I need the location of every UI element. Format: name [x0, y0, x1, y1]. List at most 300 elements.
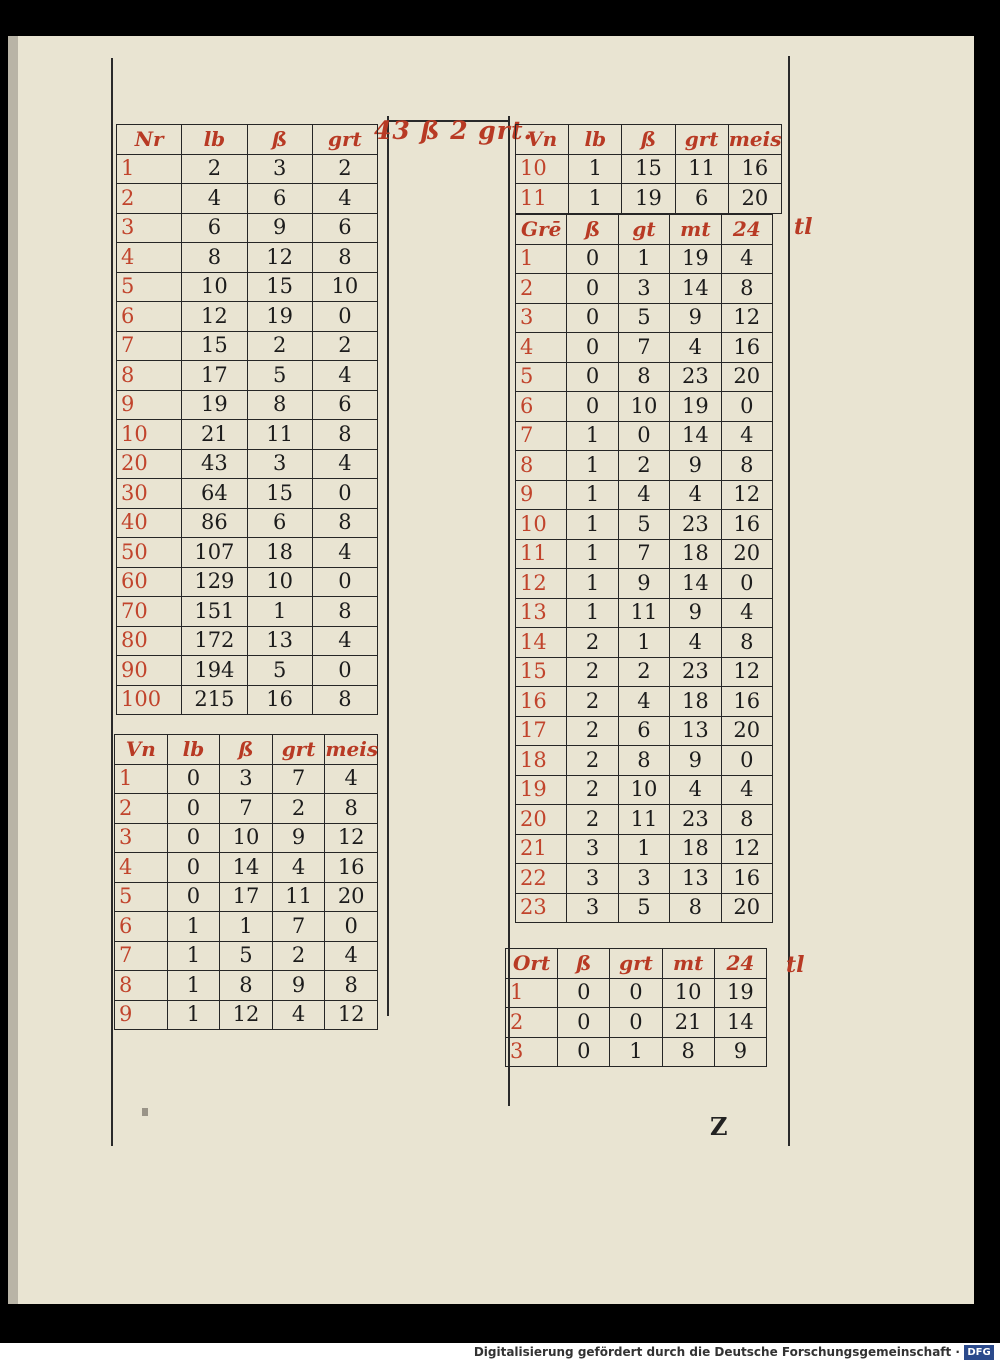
table-cell: 19 [516, 775, 567, 805]
table-cell: 0 [567, 392, 618, 422]
table-cell: 19 [670, 392, 721, 422]
column-header: Grē [516, 215, 567, 245]
table-cell: 2 [117, 184, 182, 214]
table-cell: 30 [117, 479, 182, 509]
table-cell: 4 [182, 184, 247, 214]
table-row [115, 1000, 378, 1030]
table-cell: 0 [312, 302, 377, 332]
table-cell: 1 [167, 912, 220, 942]
table-cell: 0 [721, 392, 772, 422]
table-cell: 0 [312, 567, 377, 597]
table-cell: 3 [117, 213, 182, 243]
table-row [117, 154, 378, 184]
table-cell: 1 [506, 978, 558, 1008]
table-cell: 215 [182, 685, 247, 715]
table-cell: 3 [618, 864, 669, 894]
table-cell: 13 [670, 716, 721, 746]
table-row [516, 657, 773, 687]
table-cell: 18 [516, 746, 567, 776]
table-cell: 4 [721, 421, 772, 451]
table-cell: 5 [618, 510, 669, 540]
table-cell: 6 [115, 912, 168, 942]
table-cell: 20 [721, 716, 772, 746]
table-cell: 80 [117, 626, 182, 656]
table-cell: 43 [182, 449, 247, 479]
table-cell: 4 [670, 480, 721, 510]
dfg-logo: DFG [964, 1345, 994, 1360]
column-header: 24 [721, 215, 772, 245]
table-row [516, 893, 773, 923]
table-cell: 8 [721, 628, 772, 658]
left-frame-rule [111, 58, 113, 1146]
table-cell: 6 [516, 392, 567, 422]
column-header: Nr [117, 125, 182, 155]
table-row [506, 1037, 767, 1067]
table-cell: 18 [670, 539, 721, 569]
table-row [117, 272, 378, 302]
column-header: ß [220, 735, 273, 765]
book-page [8, 36, 974, 1304]
table-cell: 6 [247, 508, 312, 538]
table-cell: 23 [516, 893, 567, 923]
column-header: 24 [714, 949, 766, 979]
table-cell: 8 [247, 390, 312, 420]
table-cell: 6 [117, 302, 182, 332]
table-cell: 10 [220, 823, 273, 853]
table-row [516, 303, 773, 333]
table-cell: 12 [721, 303, 772, 333]
table-grains [515, 214, 773, 923]
table-cell: 2 [618, 451, 669, 481]
table-cell: 1 [167, 941, 220, 971]
table-cell: 8 [516, 451, 567, 481]
table-cell: 9 [670, 451, 721, 481]
table-cell: 9 [272, 823, 325, 853]
column-header: Ort [506, 949, 558, 979]
table-cell: 9 [272, 971, 325, 1001]
table-cell: 4 [312, 538, 377, 568]
table-row [516, 392, 773, 422]
table-cell: 14 [516, 628, 567, 658]
table-cell: 10 [516, 510, 567, 540]
table-cell: 4 [618, 687, 669, 717]
column-header: grt [675, 125, 728, 155]
column-header: Vn [115, 735, 168, 765]
table-cell: 194 [182, 656, 247, 686]
table-cell: 0 [558, 978, 610, 1008]
table-cell: 20 [117, 449, 182, 479]
table-header-row [516, 125, 782, 155]
table-cell: 2 [567, 805, 618, 835]
table-cell: 3 [247, 154, 312, 184]
table-cell: 7 [220, 794, 273, 824]
table-cell: 3 [516, 303, 567, 333]
table-cell: 0 [610, 1008, 662, 1038]
table-cell: 20 [721, 362, 772, 392]
table-row [516, 421, 773, 451]
signature-mark: Z [710, 1112, 728, 1141]
table-row [516, 244, 773, 274]
table-row [117, 361, 378, 391]
table-cell: 8 [312, 243, 377, 273]
table-cell: 9 [670, 746, 721, 776]
table-row [117, 184, 378, 214]
table-cell: 86 [182, 508, 247, 538]
table-cell: 9 [714, 1037, 766, 1067]
table-row [115, 764, 378, 794]
table-cell: 4 [325, 941, 378, 971]
table-cell: 2 [272, 794, 325, 824]
table-cell: 16 [728, 154, 781, 184]
column-header: lb [569, 125, 622, 155]
table-row [115, 794, 378, 824]
table-row [516, 569, 773, 599]
table-cell: 12 [220, 1000, 273, 1030]
table-row [115, 941, 378, 971]
table-cell: 16 [721, 687, 772, 717]
table-cell: 19 [670, 244, 721, 274]
table-cell: 2 [618, 657, 669, 687]
table-ounces-cont [515, 124, 782, 214]
table-row [115, 912, 378, 942]
table-cell: 1 [610, 1037, 662, 1067]
table-cell: 10 [618, 392, 669, 422]
table-row [516, 510, 773, 540]
table-cell: 16 [721, 510, 772, 540]
table-cell: 4 [117, 243, 182, 273]
table-cell: 90 [117, 656, 182, 686]
table-cell: 10 [247, 567, 312, 597]
table-cell: 20 [728, 184, 781, 214]
table-cell: 10 [662, 978, 714, 1008]
table-row [117, 597, 378, 627]
table-row [516, 451, 773, 481]
table-cell: 3 [220, 764, 273, 794]
table-cell: 8 [312, 597, 377, 627]
table-cell: 5 [618, 893, 669, 923]
column-header: mt [662, 949, 714, 979]
table-cell: 4 [115, 853, 168, 883]
table-cell: 14 [670, 569, 721, 599]
table-cell: 17 [220, 882, 273, 912]
table-cell: 0 [167, 764, 220, 794]
column-header: meis [728, 125, 781, 155]
table-cell: 10 [182, 272, 247, 302]
table-cell: 12 [721, 834, 772, 864]
table-cell: 21 [662, 1008, 714, 1038]
table-row [117, 479, 378, 509]
table-cell: 1 [567, 539, 618, 569]
table-row [516, 834, 773, 864]
table-cell: 1 [567, 569, 618, 599]
table-cell: 6 [182, 213, 247, 243]
table-cell: 0 [167, 882, 220, 912]
table-row [516, 154, 782, 184]
table-cell: 3 [506, 1037, 558, 1067]
table-cell: 2 [567, 746, 618, 776]
table-cell: 12 [516, 569, 567, 599]
table-row [516, 746, 773, 776]
table-cell: 3 [618, 274, 669, 304]
table-cell: 10 [117, 420, 182, 450]
table-cell: 1 [167, 971, 220, 1001]
column-header: mt [670, 215, 721, 245]
table-cell: 17 [182, 361, 247, 391]
table-cell: 14 [670, 274, 721, 304]
table-cell: 1 [117, 154, 182, 184]
table-cell: 0 [567, 303, 618, 333]
table-row [117, 243, 378, 273]
table-cell: 6 [312, 390, 377, 420]
table-cell: 2 [312, 154, 377, 184]
table-cell: 3 [567, 834, 618, 864]
table-row [516, 628, 773, 658]
table-header-row [506, 949, 767, 979]
table-header-row [115, 735, 378, 765]
table-cell: 19 [714, 978, 766, 1008]
table-row [516, 864, 773, 894]
table-cell: 2 [182, 154, 247, 184]
table-cell: 3 [247, 449, 312, 479]
table-cell: 10 [618, 775, 669, 805]
table-cell: 2 [567, 687, 618, 717]
table-cell: 15 [247, 272, 312, 302]
table-cell: 2 [516, 274, 567, 304]
table-cell: 16 [247, 685, 312, 715]
table-cell: 70 [117, 597, 182, 627]
table-row [516, 333, 773, 363]
table-cell: 8 [220, 971, 273, 1001]
table-cell: 4 [670, 628, 721, 658]
table-cell: 8 [182, 243, 247, 273]
table-cell: 13 [516, 598, 567, 628]
table-cell: 8 [721, 274, 772, 304]
table-cell: 4 [618, 480, 669, 510]
table-cell: 9 [618, 569, 669, 599]
table-cell: 8 [721, 805, 772, 835]
table-cell: 9 [516, 480, 567, 510]
table-cell: 64 [182, 479, 247, 509]
table-row [516, 480, 773, 510]
table-cell: 0 [167, 853, 220, 883]
footer-bar [0, 1343, 1000, 1364]
table-cell: 8 [325, 971, 378, 1001]
table-ort [505, 948, 767, 1067]
table-cell: 2 [567, 716, 618, 746]
table-cell: 11 [618, 805, 669, 835]
table-cell: 9 [670, 303, 721, 333]
table-cell: 8 [325, 794, 378, 824]
table-cell: 5 [117, 272, 182, 302]
table-row [117, 685, 378, 715]
table-cell: 2 [247, 331, 312, 361]
table-cell: 5 [618, 303, 669, 333]
table-cell: 2 [567, 775, 618, 805]
table-row [117, 390, 378, 420]
table-cell: 0 [618, 421, 669, 451]
table-cell: 11 [618, 598, 669, 628]
table-cell: 1 [618, 628, 669, 658]
table-cell: 20 [721, 893, 772, 923]
table-cell: 11 [516, 539, 567, 569]
table-cell: 7 [272, 912, 325, 942]
table-cell: 8 [117, 361, 182, 391]
ink-mark [142, 1108, 148, 1116]
table-row [117, 567, 378, 597]
table-row [115, 853, 378, 883]
table-cell: 172 [182, 626, 247, 656]
table-cell: 4 [325, 764, 378, 794]
table-cell: 19 [622, 184, 675, 214]
table-cell: 0 [558, 1008, 610, 1038]
table-row [115, 971, 378, 1001]
table-cell: 0 [312, 656, 377, 686]
table-cell: 129 [182, 567, 247, 597]
table-row [117, 302, 378, 332]
table-cell: 60 [117, 567, 182, 597]
column-header: grt [272, 735, 325, 765]
table-cell: 2 [506, 1008, 558, 1038]
table-row [117, 449, 378, 479]
column-header: meis [325, 735, 378, 765]
table-cell: 1 [247, 597, 312, 627]
table-cell: 9 [670, 598, 721, 628]
table-cell: 151 [182, 597, 247, 627]
table-cell: 8 [721, 451, 772, 481]
table-cell: 4 [721, 244, 772, 274]
table-cell: 12 [247, 243, 312, 273]
table-cell: 23 [670, 805, 721, 835]
table-cell: 4 [272, 853, 325, 883]
footer-credit: Digitalisierung gefördert durch die Deutsche Forschungsgemeinschaft · [473, 1345, 960, 1359]
table-cell: 2 [115, 794, 168, 824]
table-cell: 1 [567, 510, 618, 540]
table-cell: 1 [569, 154, 622, 184]
table-row [117, 538, 378, 568]
table-cell: 7 [272, 764, 325, 794]
table-row [516, 184, 782, 214]
table-cell: 13 [247, 626, 312, 656]
table-cell: 13 [670, 864, 721, 894]
center-left-rule [387, 116, 389, 1016]
table-header-row [117, 125, 378, 155]
table-cell: 100 [117, 685, 182, 715]
table-row [117, 331, 378, 361]
table-row [117, 626, 378, 656]
table-cell: 4 [670, 775, 721, 805]
table-row [516, 274, 773, 304]
table-cell: 7 [117, 331, 182, 361]
table-cell: 2 [272, 941, 325, 971]
table-header-row [516, 215, 773, 245]
table-cell: 1 [618, 834, 669, 864]
table-row [516, 716, 773, 746]
table-cell: 17 [516, 716, 567, 746]
right-frame-rule [788, 56, 790, 1146]
table-cell: 2 [312, 331, 377, 361]
column-header: lb [167, 735, 220, 765]
table-row [115, 823, 378, 853]
table-cell: 8 [618, 362, 669, 392]
table-cell: 2 [567, 657, 618, 687]
table-cell: 16 [516, 687, 567, 717]
table-cell: 6 [675, 184, 728, 214]
table-cell: 3 [567, 893, 618, 923]
table-cell: 10 [516, 154, 569, 184]
table-cell: 7 [516, 421, 567, 451]
table-cell: 3 [567, 864, 618, 894]
table-ounces [114, 734, 378, 1030]
table-row [117, 420, 378, 450]
table-cell: 11 [516, 184, 569, 214]
table-cell: 0 [721, 569, 772, 599]
table-cell: 12 [721, 657, 772, 687]
table-cell: 14 [220, 853, 273, 883]
table-cell: 1 [115, 764, 168, 794]
column-header: ß [567, 215, 618, 245]
table-cell: 8 [662, 1037, 714, 1067]
table-cell: 5 [115, 882, 168, 912]
table-cell: 0 [567, 362, 618, 392]
table-cell: 12 [325, 1000, 378, 1030]
table-cell: 7 [618, 333, 669, 363]
table-row [516, 598, 773, 628]
table-row [516, 775, 773, 805]
table-cell: 5 [516, 362, 567, 392]
table-cell: 12 [325, 823, 378, 853]
table-cell: 9 [115, 1000, 168, 1030]
table-cell: 16 [325, 853, 378, 883]
table-cell: 0 [167, 794, 220, 824]
table-cell: 23 [670, 362, 721, 392]
table-row [117, 656, 378, 686]
column-header: gt [618, 215, 669, 245]
table-cell: 15 [516, 657, 567, 687]
column-header: ß [622, 125, 675, 155]
table-cell: 0 [610, 978, 662, 1008]
table-cell: 15 [247, 479, 312, 509]
table-cell: 8 [115, 971, 168, 1001]
table-cell: 8 [312, 420, 377, 450]
table-cell: 1 [167, 1000, 220, 1030]
table-cell: 12 [182, 302, 247, 332]
table-row [516, 362, 773, 392]
table-cell: 4 [312, 361, 377, 391]
table-cell: 1 [516, 244, 567, 274]
table-cell: 50 [117, 538, 182, 568]
table-cell: 4 [312, 449, 377, 479]
table-cell: 10 [312, 272, 377, 302]
table-cell: 0 [167, 823, 220, 853]
table-cell: 2 [567, 628, 618, 658]
column-header: lb [182, 125, 247, 155]
table-cell: 5 [247, 361, 312, 391]
table-cell: 7 [618, 539, 669, 569]
table-cell: 20 [721, 539, 772, 569]
table-cell: 8 [312, 508, 377, 538]
table-cell: 4 [670, 333, 721, 363]
table-row [516, 539, 773, 569]
table-cell: 11 [675, 154, 728, 184]
table-pounds [116, 124, 378, 715]
table-cell: 16 [721, 864, 772, 894]
table-cell: 14 [714, 1008, 766, 1038]
table-cell: 3 [115, 823, 168, 853]
table-cell: 1 [569, 184, 622, 214]
table-cell: 4 [721, 775, 772, 805]
table-cell: 18 [247, 538, 312, 568]
table-cell: 7 [115, 941, 168, 971]
